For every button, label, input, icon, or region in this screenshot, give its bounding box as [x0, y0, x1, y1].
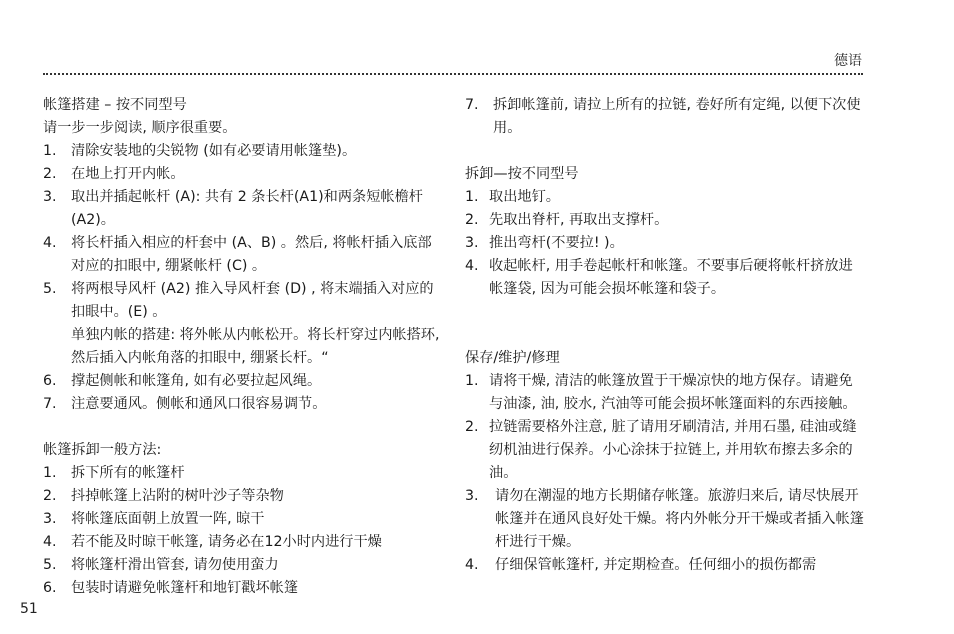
- item-text: 请将干燥, 清洁的帐篷放置于干燥凉快的地方保存。请避免与油漆, 油, 胶水, 汽油等可能会损坏帐篷面料的东西接触。: [489, 373, 857, 412]
- item-text: 将长杆插入相应的杆套中 (A、B) 。然后, 将帐杆插入底部对应的扣眼中, 绷紧帐杆 (C) 。: [71, 235, 432, 274]
- item-text: 在地上打开内帐。: [71, 166, 185, 182]
- setup-steps-list: [43, 140, 443, 416]
- item-text: 取出并插起帐杆 (A): 共有 2 条长杆(A1)和两条短帐檐杆(A2)。: [71, 189, 423, 228]
- dismantle-title: 拆卸—按不同型号: [465, 166, 579, 182]
- item-text: 请勿在潮湿的地方长期储存帐篷。旅游归来后, 请尽快展开帐篷并在通风良好处干燥。将内外帐分开干燥或者插入帐篷杆进行干燥。: [495, 488, 864, 550]
- care-title: 保存/维护/修理: [465, 350, 560, 366]
- item-text: 收起帐杆, 用手卷起帐杆和帐篷。不要事后硬将帐杆挤放进帐篷袋, 因为可能会损坏帐篷和袋子。: [489, 258, 853, 297]
- item-number: 6.: [43, 580, 57, 596]
- spacer: [465, 140, 865, 163]
- item-text: 抖掉帐篷上沾附的树叶沙子等杂物: [71, 488, 284, 504]
- item-text: 若不能及时晾干帐篷, 请务必在12小时内进行干燥: [71, 534, 382, 550]
- list-item: [43, 278, 443, 324]
- setup-title: 帐篷搭建 – 按不同型号: [43, 97, 187, 113]
- care-steps-list: [465, 370, 865, 577]
- item-text: 将帐篷杆滑出管套, 请勿使用蛮力: [71, 557, 279, 573]
- item-text: 拆下所有的帐篷杆: [71, 465, 185, 481]
- list-item: [43, 462, 443, 485]
- item-text: 拆卸帐篷前, 请拉上所有的拉链, 卷好所有定绳, 以便下次使用。: [493, 97, 861, 136]
- dotted-divider: [43, 73, 863, 75]
- item-number: 4.: [465, 557, 479, 573]
- item-number: 2.: [465, 212, 479, 228]
- item-number: 4.: [43, 534, 57, 550]
- list-item: [465, 485, 865, 554]
- spacer: [43, 416, 443, 439]
- left-column: [43, 94, 443, 600]
- list-item: [43, 508, 443, 531]
- item-number: 3.: [465, 488, 479, 504]
- list-item: [465, 186, 865, 209]
- item-text: 注意要通风。侧帐和通风口很容易调节。: [71, 396, 327, 412]
- list-item: [43, 140, 443, 163]
- list-item: [465, 232, 865, 255]
- item-number: 2.: [43, 488, 57, 504]
- item-text: 拉链需要格外注意, 脏了请用牙刷清洁, 并用石墨, 硅油或缝纫机油进行保养。小心涂抹于拉链上, 并用软布擦去多余的油。: [489, 419, 857, 481]
- item-number: 4.: [43, 235, 57, 251]
- item-number: 1.: [43, 465, 57, 481]
- item-text: 仔细保管帐篷杆, 并定期检查。任何细小的损伤都需: [495, 557, 817, 573]
- list-item: [465, 255, 865, 301]
- teardown-title: 帐篷拆卸一般方法:: [43, 442, 162, 458]
- list-item: [43, 186, 443, 232]
- list-item: [465, 209, 865, 232]
- item-text: 推出弯杆(不要拉! )。: [489, 235, 624, 251]
- list-item: [465, 94, 865, 140]
- right-column: [465, 94, 865, 577]
- item-number: 2.: [465, 419, 479, 435]
- list-item: [43, 370, 443, 393]
- item-number: 3.: [43, 511, 57, 527]
- item-text: 清除安装地的尖锐物 (如有必要请用帐篷垫)。: [71, 143, 357, 159]
- item-number: 7.: [465, 97, 479, 113]
- item-text: 先取出脊杆, 再取出支撑杆。: [489, 212, 669, 228]
- item-number: 3.: [465, 235, 479, 251]
- item-number: 3.: [43, 189, 57, 205]
- item-number: 1.: [43, 143, 57, 159]
- spacer: [465, 301, 865, 347]
- item-number: 4.: [465, 258, 479, 274]
- item-text: 将两根导风杆 (A2) 推入导风杆套 (D) , 将末端插入对应的扣眼中。(E) 。: [71, 281, 434, 320]
- list-item: [43, 232, 443, 278]
- list-item: [43, 485, 443, 508]
- item-number: 1.: [465, 373, 479, 389]
- list-item: [43, 531, 443, 554]
- item-text: 撑起侧帐和帐篷角, 如有必要拉起风绳。: [71, 373, 322, 389]
- list-item: [43, 554, 443, 577]
- item-number: 5.: [43, 281, 57, 297]
- list-item: [465, 416, 865, 485]
- item-text: 将帐篷底面朝上放置一阵, 晾干: [71, 511, 265, 527]
- item-number: 6.: [43, 373, 57, 389]
- teardown-steps-list: [43, 462, 443, 600]
- list-item: [43, 577, 443, 600]
- item-number: 2.: [43, 166, 57, 182]
- item-text: 取出地钉。: [489, 189, 560, 205]
- list-item: [43, 163, 443, 186]
- dismantle-steps-list: [465, 186, 865, 301]
- item-number: 5.: [43, 557, 57, 573]
- setup-intro: 请一步一步阅读, 顺序很重要。: [43, 120, 237, 136]
- list-item: [465, 370, 865, 416]
- list-item: [43, 393, 443, 416]
- item-text: 包装时请避免帐篷杆和地钉戳坏帐篷: [71, 580, 299, 596]
- item-number: 7.: [43, 396, 57, 412]
- language-label: 德语: [834, 53, 862, 69]
- inner-tent-note: 单独内帐的搭建: 将外帐从内帐松开。将长杆穿过内帐搭环, 然后插入内帐角落的扣眼中, 绷紧长杆。“: [71, 327, 440, 366]
- list-item: [465, 554, 865, 577]
- page-number: 51: [20, 601, 38, 617]
- item-number: 1.: [465, 189, 479, 205]
